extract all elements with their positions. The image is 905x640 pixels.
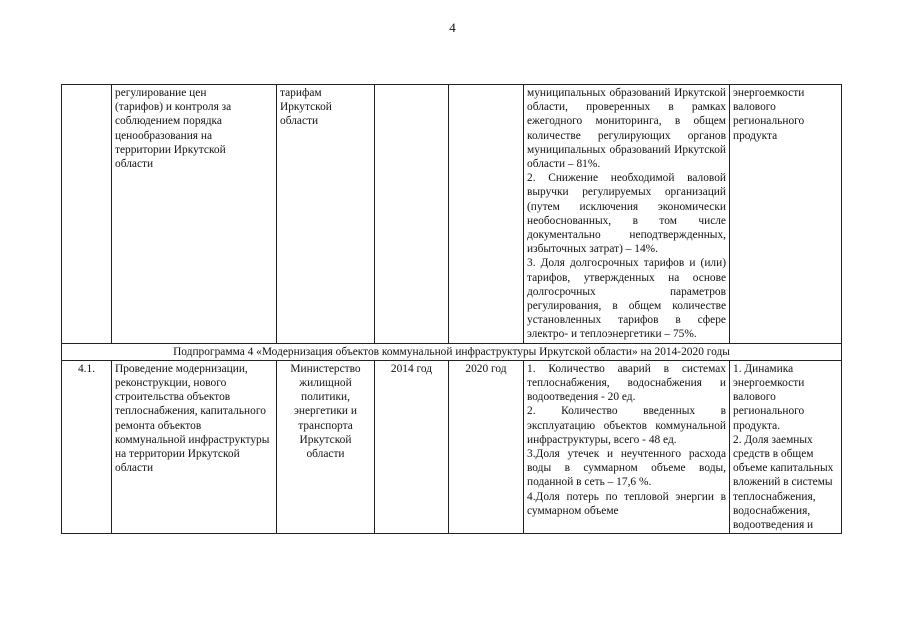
cell-start-year — [375, 85, 449, 344]
executor-line: Министерство — [290, 362, 361, 375]
executor-line: Иркутской — [299, 433, 352, 446]
cell-results — [730, 85, 842, 344]
cell-executor — [277, 85, 375, 344]
cell-number: 4.1. — [62, 360, 112, 533]
continued-row — [62, 85, 842, 344]
name-line: ценообразования на — [115, 129, 213, 142]
indicator-text: муниципальных образований Иркутской области, проверенных в рамках ежегодного мониторинга, в общем количестве регулирующих органов муниципальных образований Иркутской области – 81%. — [527, 87, 726, 171]
subprogram-title: Подпрограмма 4 «Модернизация объектов коммунальной инфраструктуры Иркутской области» на 2014-2020 годы — [62, 343, 842, 360]
cell-start-year: 2014 год — [375, 360, 449, 533]
result-line: продукта — [733, 129, 778, 142]
result-line: энергоемкости — [733, 87, 805, 99]
name-line: регулирование цен — [115, 87, 207, 99]
executor-line: транспорта — [298, 419, 353, 432]
executor-line: области — [280, 115, 319, 128]
indicator-text: 4.Доля потерь по тепловой энергии в суммарном объеме — [527, 490, 726, 517]
subprogram-row — [62, 343, 842, 360]
cell-event-name: Проведение модернизации, реконструкции, нового строительства объектов теплоснабжения, капитального ремонта объектов коммунальной инфраструктуры на территории Иркутской области — [112, 360, 277, 533]
cell-executor — [277, 360, 375, 533]
result-text: 1. Динамика энергоемкости валового регионального продукта. — [733, 362, 805, 432]
cell-indicators — [524, 85, 730, 344]
executor-line: Иркутской — [280, 101, 332, 114]
executor-line: политики, — [301, 391, 350, 404]
row-4-1 — [62, 360, 842, 533]
cell-indicators — [524, 360, 730, 533]
indicator-text: 1. Количество аварий в системах теплоснабжения, водоснабжения и водоотведения - 20 ед. — [527, 362, 726, 404]
cell-end-year — [449, 85, 524, 344]
indicator-text: 2. Количество введенных в эксплуатацию объектов коммунальной инфраструктуры, всего - 48 ед. — [527, 405, 726, 446]
cell-end-year: 2020 год — [449, 360, 524, 533]
executor-line: энергетики и — [294, 405, 357, 418]
result-line: валового — [733, 101, 776, 114]
indicator-text: 3. Доля долгосрочных тарифов и (или) тарифов, утвержденных на основе долгосрочных параметров регулирования, в общем количестве установленных тарифов в сфере электро- и теплоэнергетики – 75%. — [527, 257, 726, 341]
name-line: области — [115, 158, 154, 171]
result-text: 2. Доля заемных средств в общем объеме капитальных вложений в системы теплоснабжения, водоснабжения, водоотведения и — [733, 433, 834, 532]
name-line: территории Иркутской — [115, 143, 226, 156]
cell-number — [62, 85, 112, 344]
indicator-text: 2. Снижение необходимой валовой выручки регулируемых организаций (путем исключения экономически необоснованных, в том числе документально неподтвержденных, избыточных затрат) – 14%. — [527, 172, 726, 256]
program-table — [61, 84, 842, 534]
name-line: соблюдением порядка — [115, 115, 222, 128]
page-number: 4 — [449, 20, 456, 35]
executor-line: тарифам — [280, 87, 322, 99]
cell-event-name — [112, 85, 277, 344]
cell-results — [730, 360, 842, 533]
executor-line: жилищной — [299, 377, 352, 390]
indicator-text: 3.Доля утечек и неучтенного расхода воды в суммарном объеме воды, поданной в сеть – 17,6 %. — [527, 448, 726, 489]
name-line: (тарифов) и контроля за — [115, 101, 232, 114]
executor-line: области — [306, 448, 345, 461]
result-line: регионального — [733, 115, 805, 128]
